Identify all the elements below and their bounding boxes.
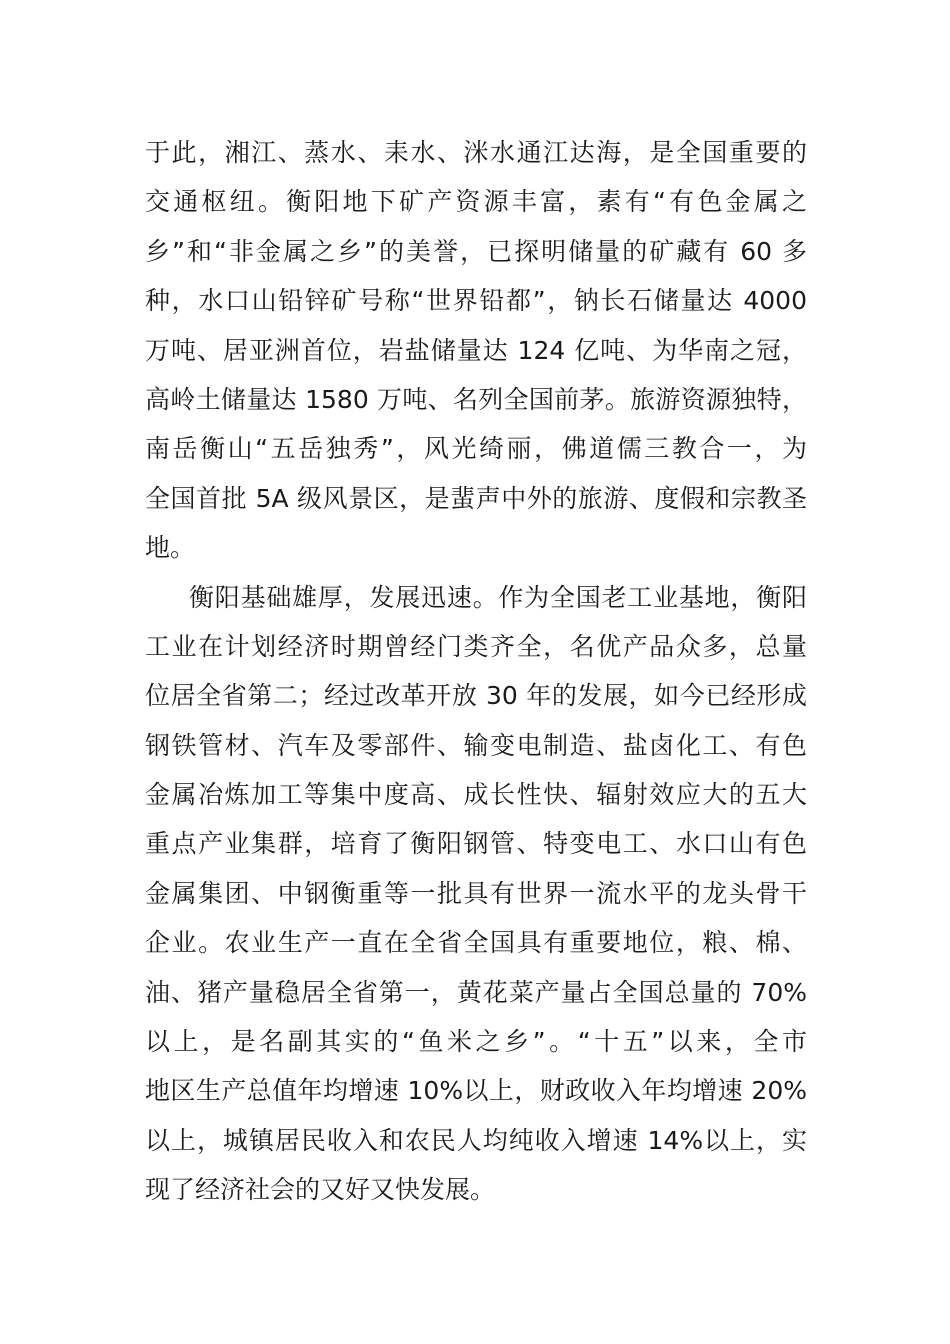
text-line: 金属冶炼加工等集中度高、成长性快、辐射效应大的五大 <box>145 780 807 810</box>
text-line: 高岭土储量达 1580 万吨、名列全国前茅。旅游资源独特， <box>145 384 807 414</box>
text-line: 金属集团、中钢衡重等一批具有世界一流水平的龙头骨干 <box>145 878 807 908</box>
text-line: 油、猪产量稳居全省第一，黄花菜产量占全国总量的 70% <box>145 977 807 1007</box>
text-line: 全国首批 5A 级风景区，是蜚声中外的旅游、度假和宗教圣 <box>145 483 807 513</box>
text-line: 于此，湘江、蒸水、耒水、洣水通江达海，是全国重要的 <box>145 138 807 167</box>
paragraph-2 <box>145 573 807 1215</box>
text-line: 以上，是名副其实的“鱼米之乡”。“十五”以来，全市 <box>145 1027 807 1057</box>
text-line: 交通枢纽。衡阳地下矿产资源丰富，素有“有色金属之 <box>145 187 807 217</box>
text-line: 种，水口山铅锌矿号称“世界铅都”，钠长石储量达 4000 <box>145 286 807 316</box>
paragraph-1 <box>145 128 807 573</box>
text-line: 重点产业集群，培育了衡阳钢管、特变电工、水口山有色 <box>145 829 807 859</box>
text-line: 工业在计划经济时期曾经门类齐全，名优产品众多，总量 <box>145 631 807 661</box>
text-line: 现了经济社会的又好又快发展。 <box>145 1175 496 1205</box>
text-line: 企业。农业生产一直在全省全国具有重要地位，粮、棉、 <box>145 928 807 958</box>
text-line: 南岳衡山“五岳独秀”，风光绮丽，佛道儒三教合一，为 <box>145 434 807 464</box>
text-line: 地区生产总值年均增速 10%以上，财政收入年均增速 20% <box>145 1076 807 1106</box>
text-line: 乡”和“非金属之乡”的美誉，已探明储量的矿藏有 60 多 <box>145 236 807 266</box>
text-line: 以上，城镇居民收入和农民人均纯收入增速 14%以上，实 <box>145 1125 807 1155</box>
text-line: 万吨、居亚洲首位，岩盐储量达 124 亿吨、为华南之冠， <box>145 335 807 365</box>
text-line: 地。 <box>145 533 196 563</box>
document-body <box>145 128 807 1215</box>
text-line: 衡阳基础雄厚，发展迅速。作为全国老工业基地，衡阳 <box>189 582 807 612</box>
text-line: 钢铁管材、汽车及零部件、输变电制造、盐卤化工、有色 <box>145 730 807 760</box>
text-line: 位居全省第二；经过改革开放 30 年的发展，如今已经形成 <box>145 681 807 711</box>
